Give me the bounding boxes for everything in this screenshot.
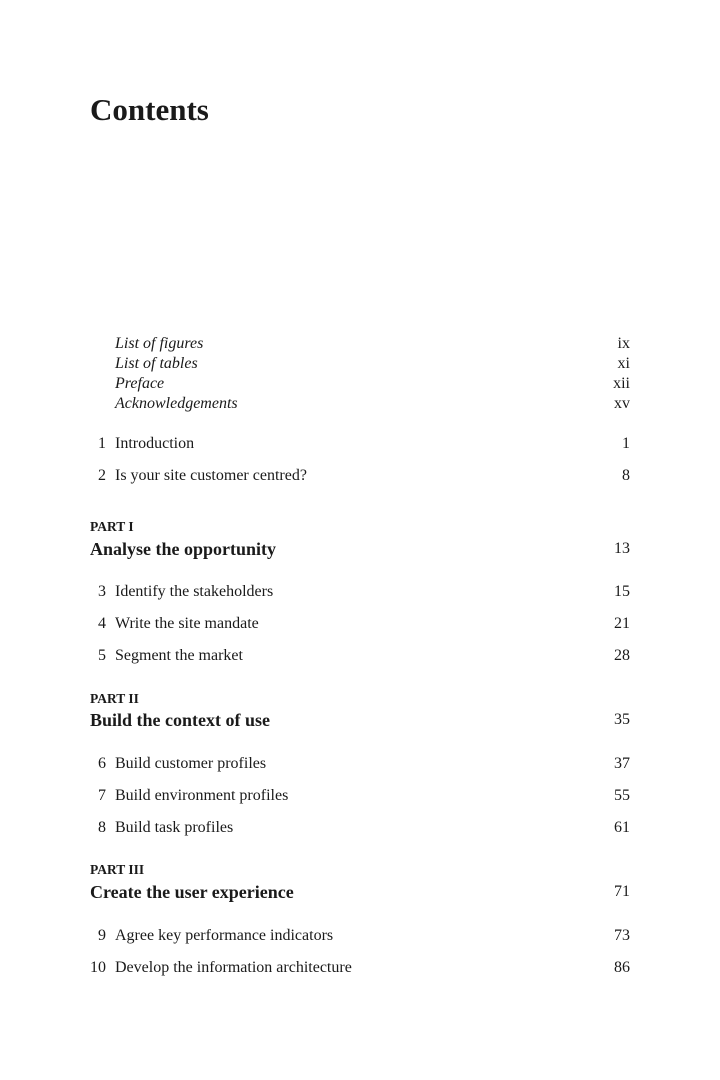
part-heading bbox=[90, 881, 630, 903]
entry-label: List of figures bbox=[115, 335, 204, 352]
chapter-number: 10 bbox=[90, 959, 106, 976]
part-title: Build the context of use bbox=[90, 710, 270, 730]
part-heading bbox=[90, 538, 630, 560]
chapter-page: 21 bbox=[614, 615, 630, 632]
toc-chapter bbox=[90, 818, 630, 838]
chapter-title: Agree key performance indicators bbox=[115, 927, 334, 944]
toc-entry bbox=[90, 354, 630, 374]
chapter-number: 6 bbox=[98, 755, 106, 772]
part-page: 13 bbox=[614, 540, 630, 557]
chapter-page: 73 bbox=[614, 927, 630, 944]
chapter-page: 28 bbox=[614, 647, 630, 664]
chapter-title: Identify the stakeholders bbox=[115, 583, 274, 600]
chapter-number: 8 bbox=[98, 819, 106, 836]
chapter-page: 61 bbox=[614, 819, 630, 836]
toc-chapter bbox=[90, 614, 630, 634]
toc-entry bbox=[90, 394, 630, 414]
chapter-title: Segment the market bbox=[115, 647, 243, 664]
chapter-page: 15 bbox=[614, 583, 630, 600]
chapter-number: 1 bbox=[98, 435, 106, 452]
chapter-number: 2 bbox=[98, 467, 106, 484]
chapter-title: Introduction bbox=[115, 435, 195, 452]
entry-page: xi bbox=[617, 355, 630, 372]
toc-chapter bbox=[90, 958, 630, 978]
toc-chapter bbox=[90, 434, 630, 454]
toc-entry bbox=[90, 374, 630, 394]
entry-page: ix bbox=[617, 335, 630, 352]
part-label: PART III bbox=[90, 862, 145, 877]
toc-chapter bbox=[90, 646, 630, 666]
entry-page: xv bbox=[614, 395, 630, 412]
entry-label: List of tables bbox=[115, 355, 198, 372]
chapter-page: 8 bbox=[622, 467, 630, 484]
chapter-page: 55 bbox=[614, 787, 630, 804]
chapter-title: Develop the information architecture bbox=[115, 959, 352, 976]
part-page: 35 bbox=[614, 711, 630, 728]
toc-chapter bbox=[90, 582, 630, 602]
chapter-title: Build environment profiles bbox=[115, 787, 289, 804]
part-title: Create the user experience bbox=[90, 882, 294, 902]
chapter-number: 4 bbox=[98, 615, 106, 632]
chapter-number: 3 bbox=[98, 583, 106, 600]
part-page: 71 bbox=[614, 883, 630, 900]
toc-chapter bbox=[90, 926, 630, 946]
toc-entry bbox=[90, 334, 630, 354]
toc-chapter bbox=[90, 786, 630, 806]
chapter-page: 37 bbox=[614, 755, 630, 772]
part-title: Analyse the opportunity bbox=[90, 539, 277, 559]
chapter-title: Is your site customer centred? bbox=[115, 467, 307, 484]
toc-chapter bbox=[90, 754, 630, 774]
page-title: Contents bbox=[90, 92, 209, 127]
entry-label: Acknowledgements bbox=[115, 395, 238, 412]
part-label: PART I bbox=[90, 519, 134, 534]
chapter-title: Build task profiles bbox=[115, 819, 234, 836]
chapter-page: 86 bbox=[614, 959, 630, 976]
toc-chapter bbox=[90, 466, 630, 486]
chapter-number: 5 bbox=[98, 647, 106, 664]
entry-label: Preface bbox=[115, 375, 165, 392]
chapter-title: Build customer profiles bbox=[115, 755, 267, 772]
chapter-title: Write the site mandate bbox=[115, 615, 259, 632]
chapter-number: 7 bbox=[98, 787, 106, 804]
entry-page: xii bbox=[613, 375, 630, 392]
chapter-page: 1 bbox=[622, 435, 630, 452]
part-label: PART II bbox=[90, 691, 139, 706]
part-heading bbox=[90, 709, 630, 731]
chapter-number: 9 bbox=[98, 927, 106, 944]
